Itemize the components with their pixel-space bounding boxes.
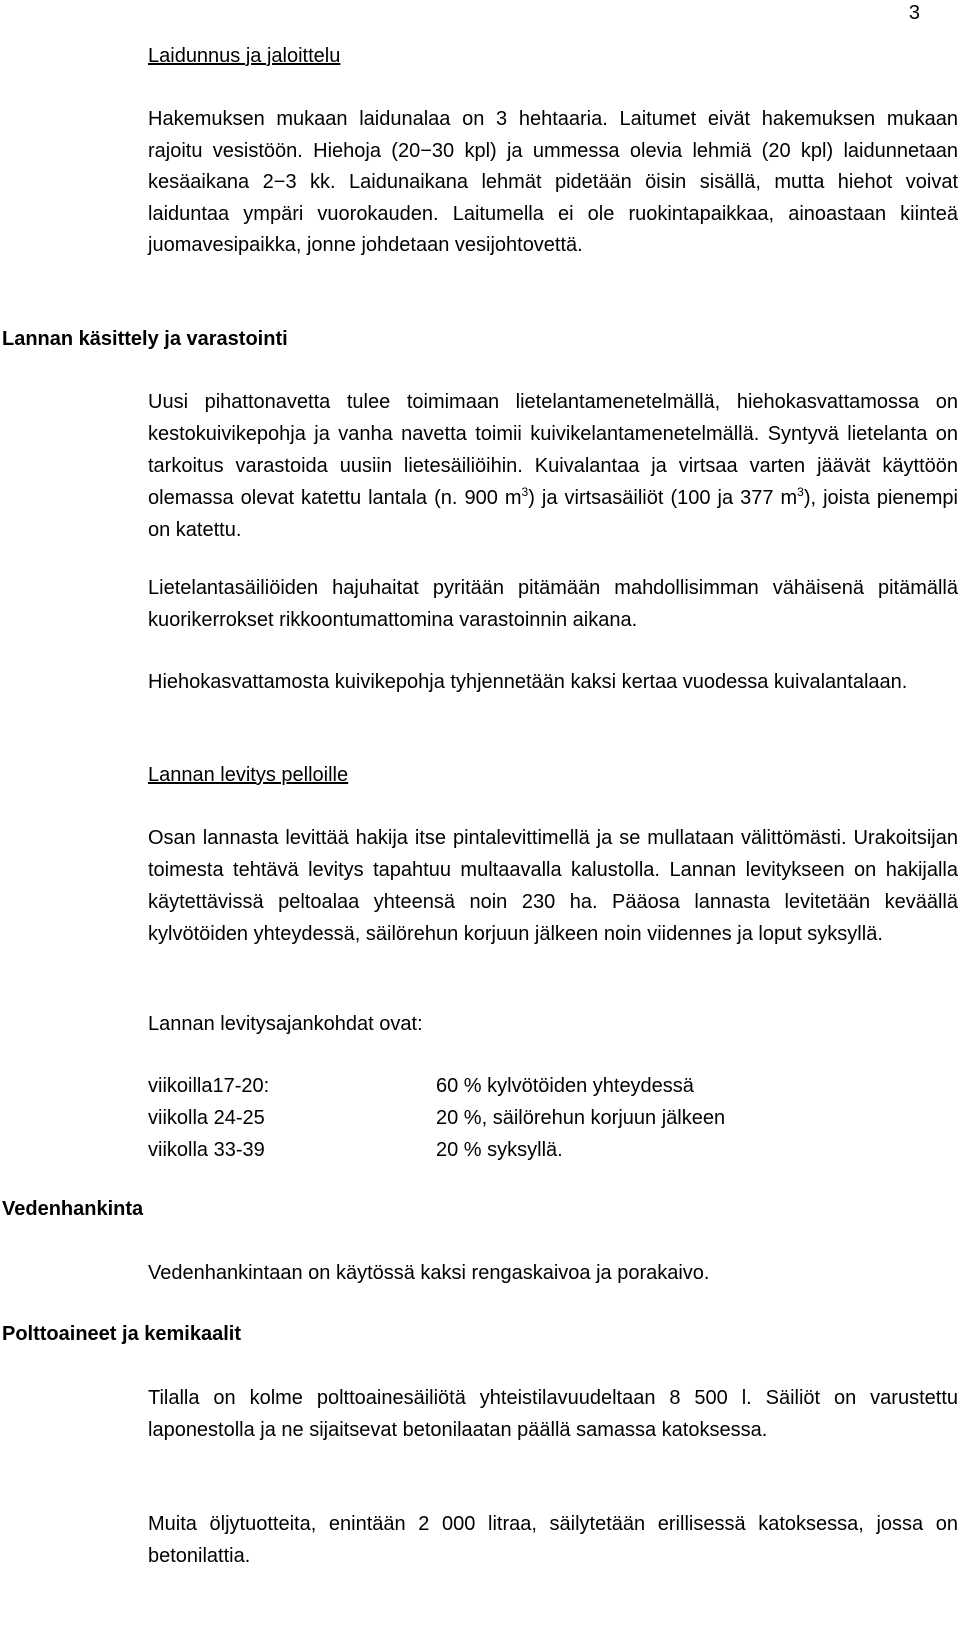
paragraph-laidunnus: Hakemuksen mukaan laidunalaa on 3 hehtaaria. Laitumet eivät hakemuksen mukaan rajoitu vesistöön. Hiehoja (20−30 kpl) ja ummessa olevia lehmiä (20 kpl) laidunnetaan kesäaikana 2−3 kk. Laidunaikana lehmät pidetään öisin sisällä, mutta hiehot voivat laiduntaa ympäri vuorokauden. Laitumella ei ole ruokintapaikkaa, ainoastaan kiinteä juomavesipaikka, jonne johdetaan vesijohtovettä.	[148, 108, 958, 257]
schedule-weeks: viikolla 33-39	[148, 1139, 265, 1161]
schedule-share: 20 % syksyllä.	[436, 1139, 563, 1161]
paragraph-lanta-odour: Lietelantasäiliöiden hajuhaitat pyritään pitämään mahdollisimman vähäisenä pitämällä kuorikerrokset rikkoontumattomina varastoinnin aikana.	[148, 577, 958, 631]
paragraph-polttoaineet-tanks: Tilalla on kolme polttoainesäiliötä yhteistilavuudeltaan 8 500 l. Säiliöt on varustettu laponestolla ja ne sijaitsevat betonilaatan päällä samassa katoksessa.	[148, 1387, 958, 1441]
spreading-schedule	[148, 1070, 725, 1166]
section-heading-levitys: Lannan levitys pelloille	[148, 764, 349, 786]
paragraph-polttoaineet-oils: Muita öljytuotteita, enintään 2 000 litraa, säilytetään erillisessä katoksessa, jossa on betonilattia.	[148, 1513, 958, 1567]
schedule-intro: Lannan levitysajankohdat ovat:	[148, 1013, 423, 1035]
section-heading-polttoaineet: Polttoaineet ja kemikaalit	[2, 1323, 241, 1345]
schedule-share: 60 % kylvötöiden yhteydessä	[436, 1075, 694, 1097]
paragraph-lanta-storage: Uusi pihattonavetta tulee toimimaan lietelantamenetelmällä, hiehokasvattamossa on kestokuivikepohja ja vanha navetta toimii kuivikelantamenetelmällä. Syntyvä lietelanta on tarkoitus varastoida uusiin lietesäiliöihin. Kuivalantaa ja virtsaa varten jäävät käyttöön olemassa olevat katettu lantala (n. 900 $m^3$) ja virtsasäiliöt (100 ja 377 $m^3$), joista pienempi on katettu.	[148, 391, 958, 541]
page-number: 3	[908, 2, 920, 24]
schedule-row	[148, 1134, 725, 1166]
schedule-row	[148, 1070, 725, 1102]
paragraph-lanta-bedding: Hiehokasvattamosta kuivikepohja tyhjennetään kaksi kertaa vuodessa kuivalantalaan.	[148, 671, 908, 693]
schedule-weeks: viikoilla17-20:	[148, 1075, 270, 1097]
section-heading-lanta: Lannan käsittely ja varastointi	[2, 328, 288, 350]
section-heading-laidunnus: Laidunnus ja jaloittelu	[148, 45, 341, 67]
paragraph-levitys: Osan lannasta levittää hakija itse pintalevittimellä ja se mullataan välittömästi. Urakoitsijan toimesta tehtävä levitys tapahtuu multaavalla kalustolla. Lannan levitykseen on hakijalla käytettävissä peltoalaa yhteensä noin 230 ha. Pääosa lannasta levitetään keväällä kylvötöiden yhteydessä, säilörehun korjuun jälkeen noin viidennes ja loput syksyllä.	[148, 827, 958, 945]
schedule-weeks: viikolla 24-25	[148, 1107, 265, 1129]
paragraph-vesi: Vedenhankintaan on käytössä kaksi rengaskaivoa ja porakaivo.	[148, 1262, 710, 1284]
section-heading-vesi: Vedenhankinta	[2, 1198, 144, 1220]
schedule-share: 20 %, säilörehun korjuun jälkeen	[436, 1107, 726, 1129]
schedule-row	[148, 1102, 725, 1134]
